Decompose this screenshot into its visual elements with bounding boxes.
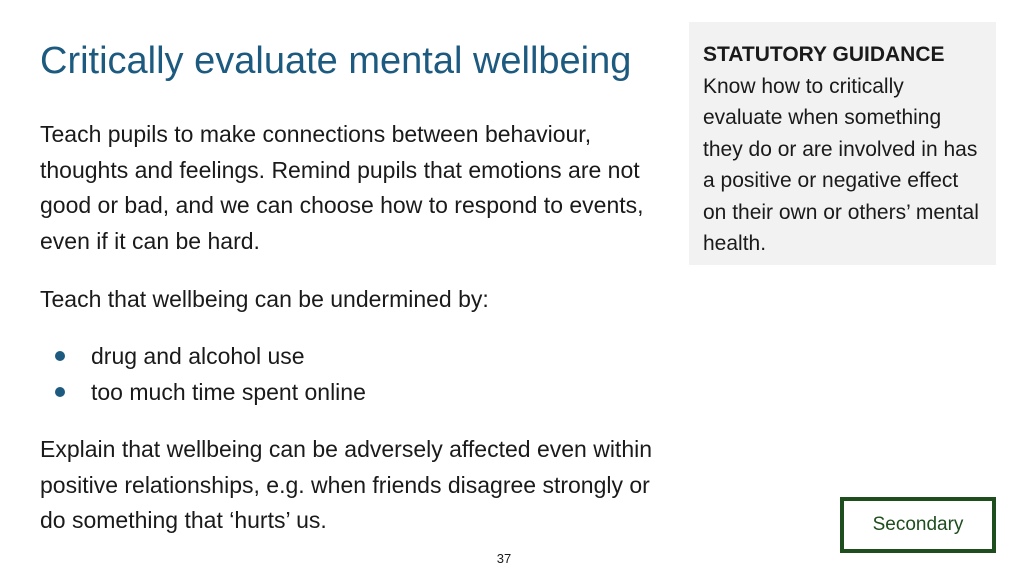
- guidance-heading: STATUTORY GUIDANCE: [703, 43, 945, 66]
- bullet-icon: [55, 351, 65, 361]
- list-item: [40, 339, 366, 375]
- list-item: [40, 375, 366, 411]
- intro-paragraph: Teach pupils to make connections between behaviour, thoughts and feelings. Remind pupils that emotions are not good or bad, and we can choose how to respond to events, even if it can be hard.: [40, 121, 644, 254]
- page-number: 37: [496, 551, 512, 566]
- guidance-text: Know how to critically evaluate when something they do or are involved in has a positive or negative effect on their own or others’ mental health.: [703, 74, 979, 255]
- badge-label: Secondary: [872, 514, 964, 535]
- page-title: Critically evaluate mental wellbeing: [40, 40, 632, 82]
- bullet-icon: [55, 387, 65, 397]
- list-item-text: too much time spent online: [91, 378, 366, 405]
- list-item-text: drug and alcohol use: [91, 343, 305, 369]
- statutory-guidance-box: [689, 22, 996, 265]
- secondary-badge: [840, 497, 996, 553]
- undermined-by-paragraph: Teach that wellbeing can be undermined by:: [40, 286, 489, 312]
- relationships-paragraph: Explain that wellbeing can be adversely affected even within positive relationships, e.g. when friends disagree strongly or do something that ‘hurts’ us.: [40, 436, 653, 533]
- bullet-list: [40, 339, 366, 410]
